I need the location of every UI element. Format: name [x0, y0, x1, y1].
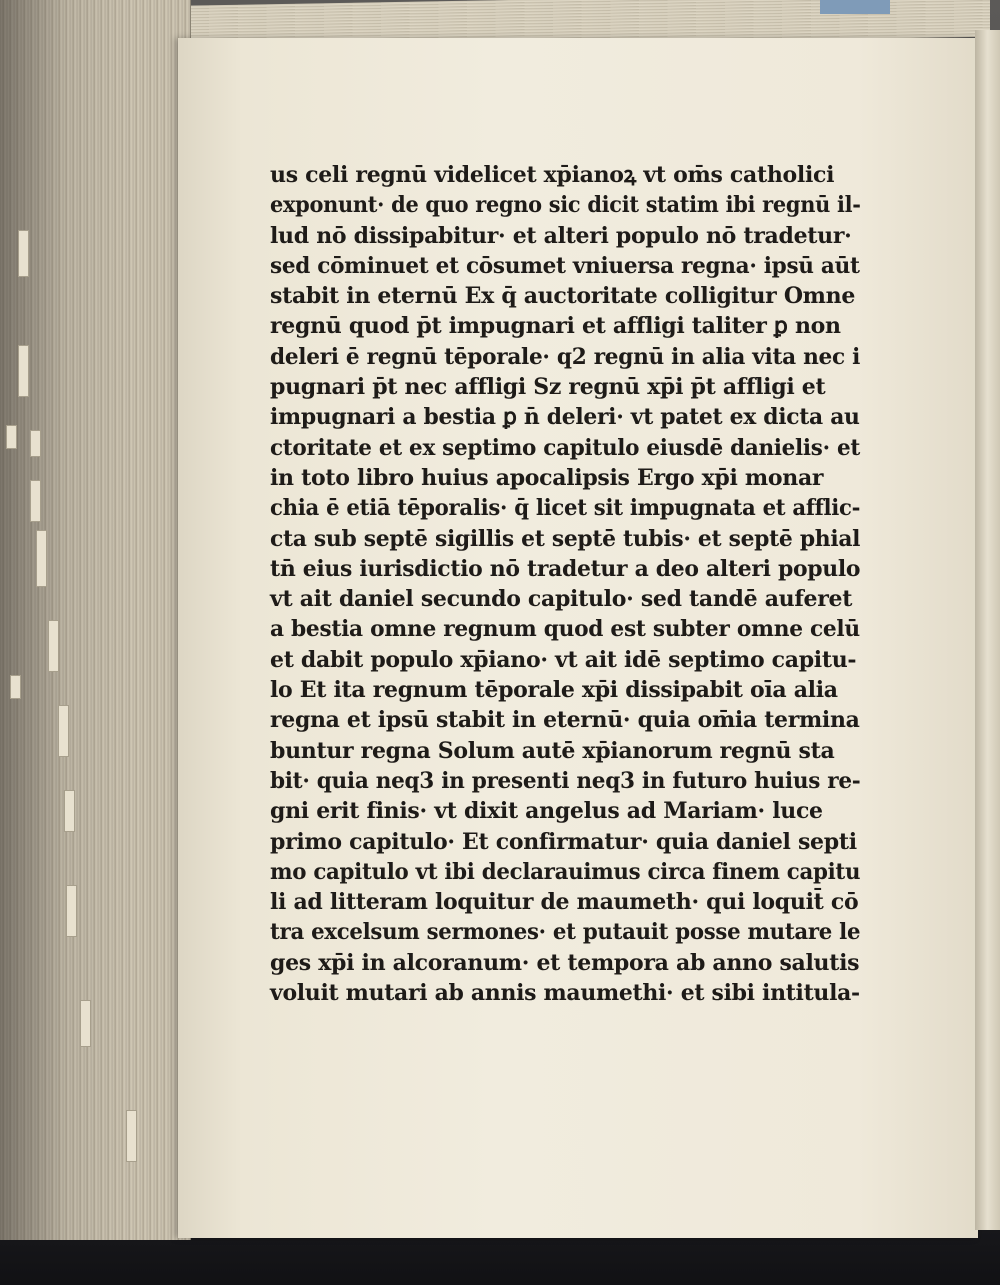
text-line: ctoritate et ex septimo capitulo eiusdē danielis· et	[270, 434, 861, 461]
text-line: chia ē etiā tēporalis· q̄ licet sit impugnata et afflic-	[270, 495, 861, 522]
text-line: li ad litteram loquitur de maumeth· qui loquit̄ cō	[270, 889, 859, 916]
text-line: lo Et ita regnum tēporale xp̄i dissipabit oīa alia	[270, 677, 838, 704]
text-line: deleri ē regnū tēporale· q2 regnū in alia vita nec i	[270, 343, 861, 370]
text-line: cta sub septē sigillis et septē tubis· et septē phial	[270, 525, 861, 552]
page-tab	[30, 430, 41, 457]
text-line: ges xp̄i in alcoranum· et tempora ab anno salutis	[270, 949, 860, 976]
text-line: impugnari a bestia ꝑ n̄ deleri· vt patet ex dicta au	[270, 404, 860, 431]
text-line: us celi regnū videlicet xp̄ianoꝝ vt om̄s catholici	[270, 162, 835, 188]
page-tab	[30, 480, 41, 522]
text-line: exponunt· de quo regno sic dicit statim ibi regnū il-	[270, 192, 861, 219]
text-line: buntur regna Solum autē xp̄ianorum regnū sta	[270, 737, 835, 764]
text-line: et dabit populo xp̄iano· vt ait idē septimo capitu-	[270, 646, 857, 673]
text-line: a bestia omne regnum quod est subter omne celū	[270, 616, 860, 643]
page-tab	[18, 345, 29, 397]
text-line: voluit mutari ab annis maumethi· et sibi intitula-	[270, 980, 860, 1007]
text-line: stabit in eternū Ex q̄ auctoritate colligitur Omne	[270, 283, 856, 310]
page-tab	[80, 1000, 91, 1047]
page-tab	[6, 425, 17, 449]
page-tab	[58, 705, 69, 757]
page-right-edge	[975, 30, 1000, 1230]
text-line: vt ait daniel secundo capitulo· sed tandē auferet	[270, 586, 853, 613]
page-tab	[48, 620, 59, 672]
page-stack-shading	[0, 0, 190, 1240]
text-line: primo capitulo· Et confirmatur· quia daniel septi	[270, 828, 857, 855]
text-column	[270, 160, 860, 1008]
page-tab	[10, 675, 21, 699]
page-tab	[36, 530, 47, 587]
text-line: in toto libro huius apocalipsis Ergo xp̄i monar	[270, 464, 824, 491]
page-tab	[64, 790, 75, 832]
page-tab	[18, 230, 29, 277]
text-line: regnū quod p̄t impugnari et affligi taliter ꝑ non	[270, 313, 841, 340]
page-tab	[126, 1110, 137, 1162]
text-line: sed cōminuet et cōsumet vniuersa regna· ipsū aūt	[270, 252, 860, 279]
page-tab	[66, 885, 77, 937]
text-line: tn̄ eius iurisdictio nō tradetur a deo alteri populo	[270, 555, 861, 582]
text-line: tra excelsum sermones· et putauit posse mutare le	[270, 919, 861, 946]
text-line: bit· quia neq3 in presenti neq3 in futuro huius re-	[270, 767, 861, 794]
text-line: gni erit finis· vt dixit angelus ad Mariam· luce	[270, 798, 823, 825]
text-line: regna et ipsū stabit in eternū· quia om̄ia termina	[270, 707, 860, 734]
text-line: pugnari p̄t nec affligi Sz regnū xp̄i p̄t affligi et	[270, 374, 826, 401]
bookmark-ribbon	[820, 0, 890, 14]
text-line: lud nō dissipabitur· et alteri populo nō tradetur·	[270, 222, 852, 249]
text-line: mo capitulo vt ibi declarauimus circa finem capitu	[270, 858, 861, 885]
